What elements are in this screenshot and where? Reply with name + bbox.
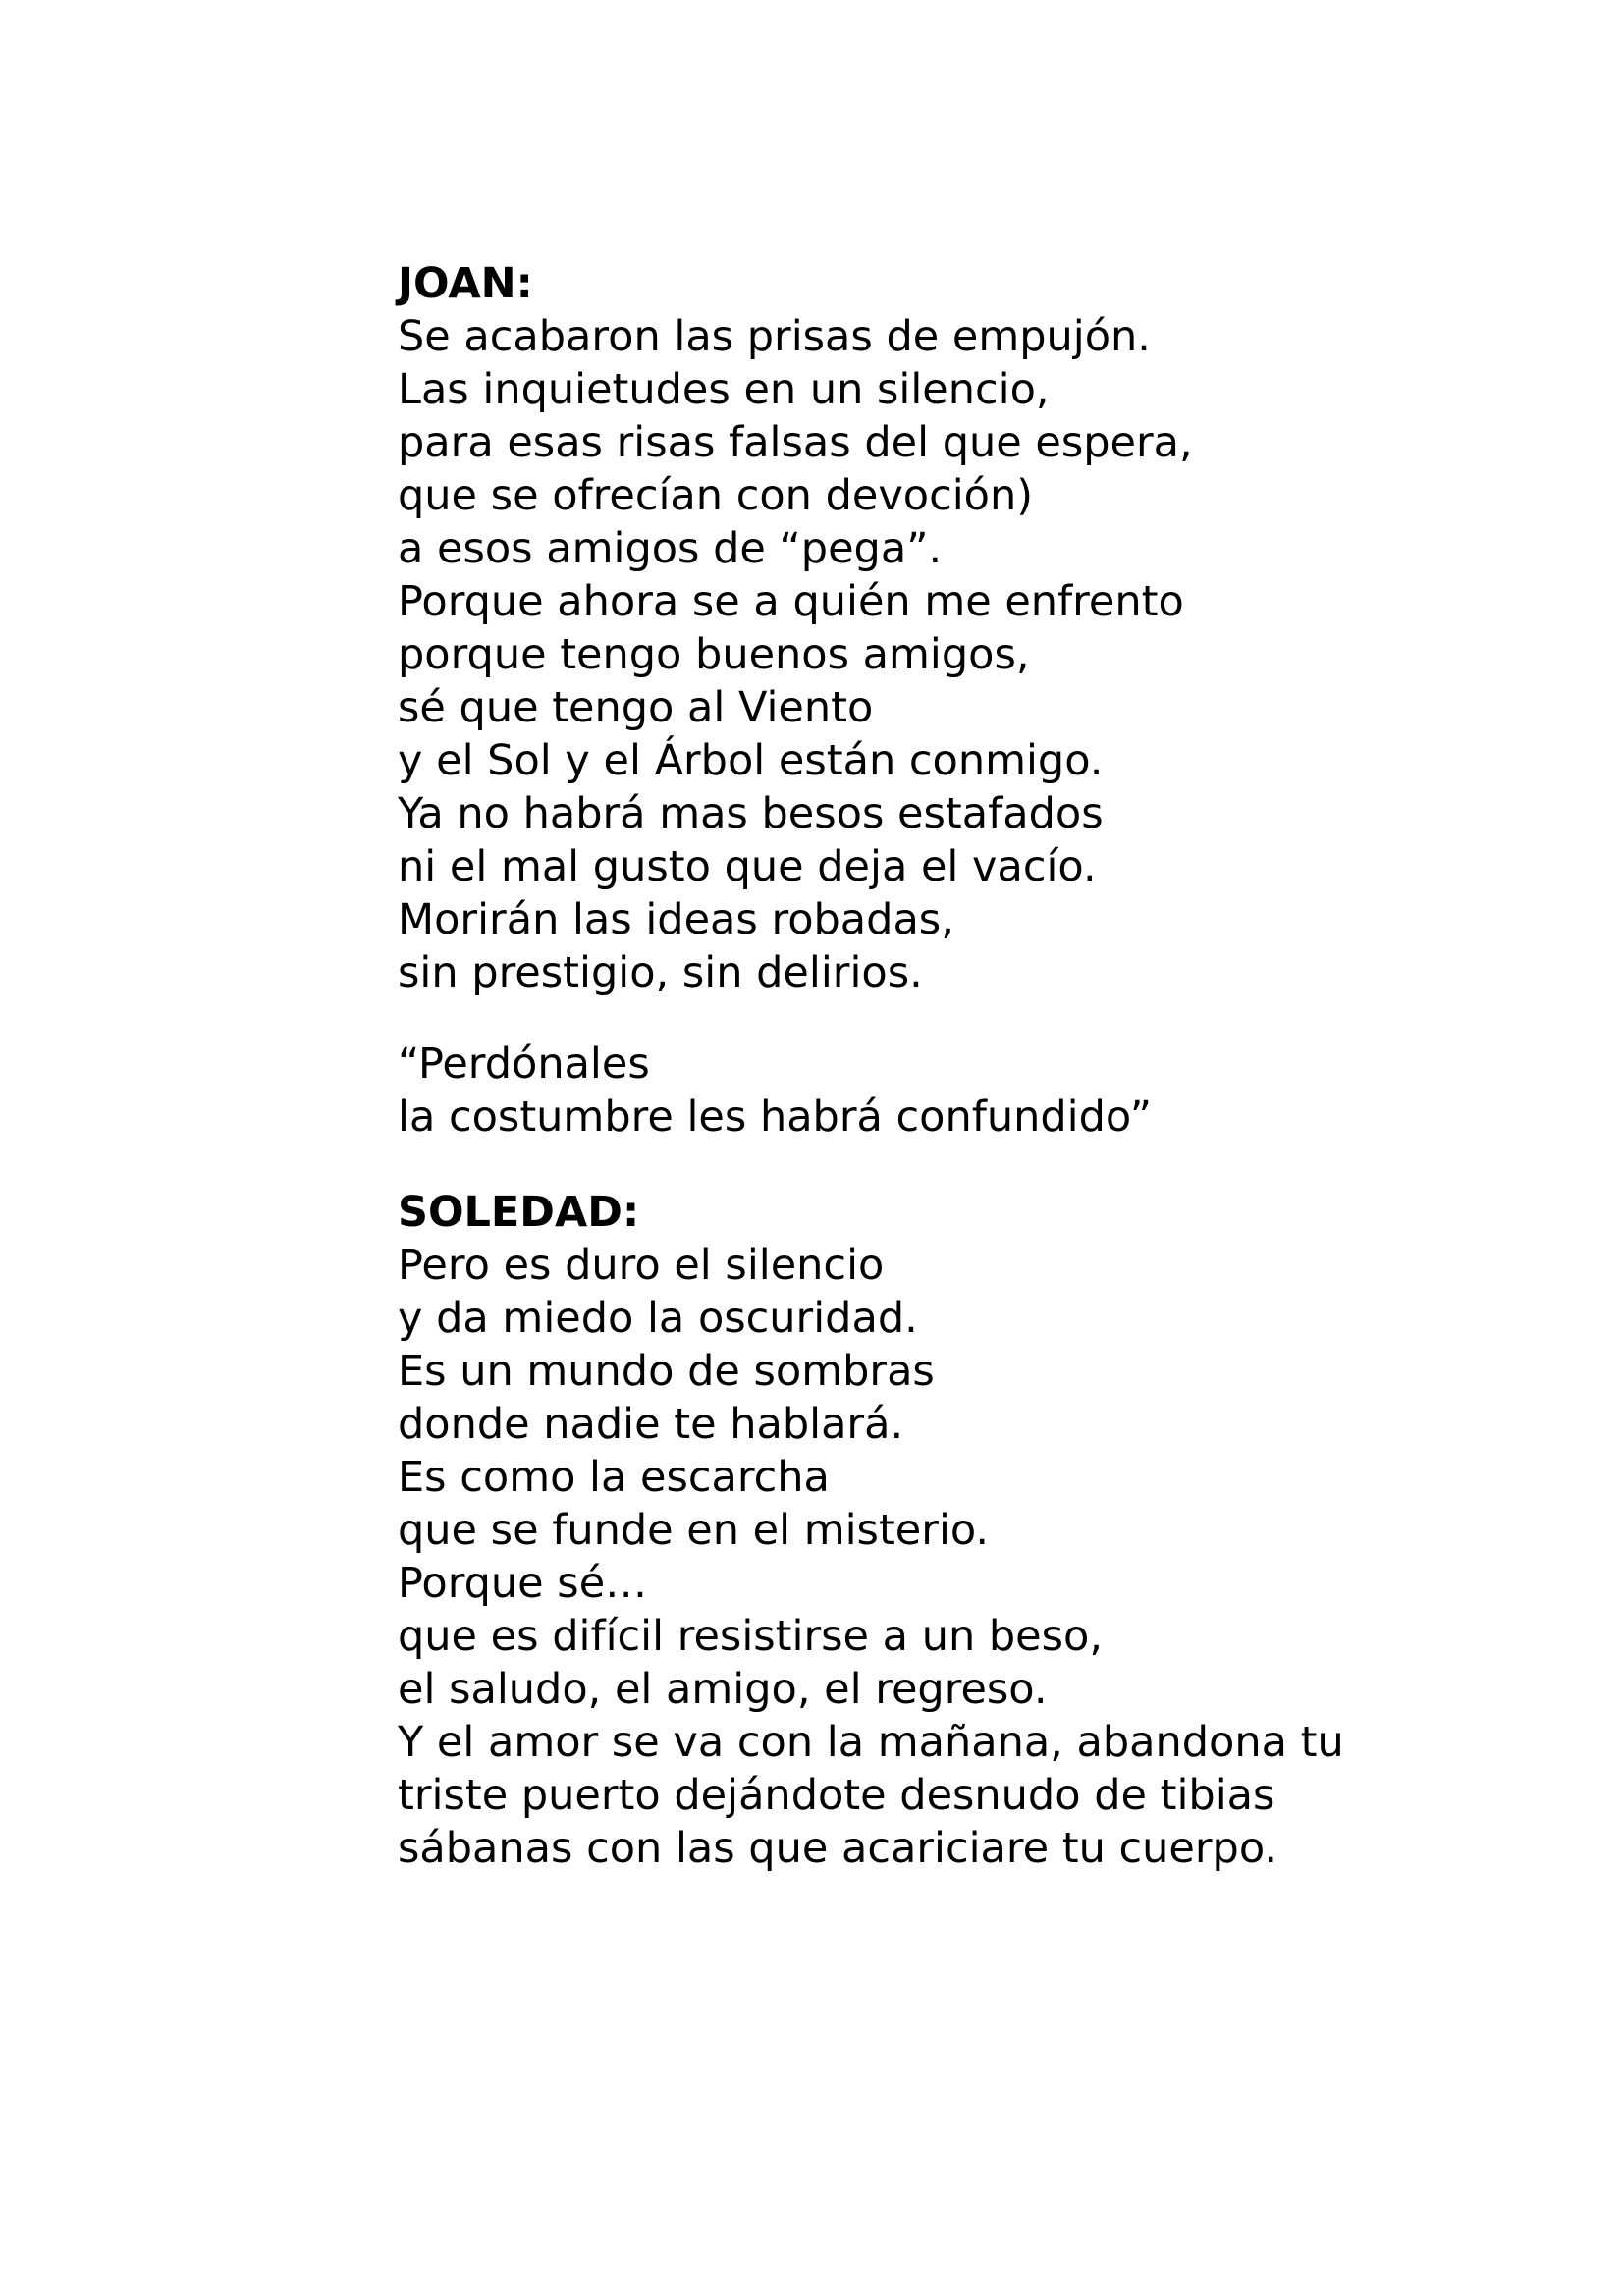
verse-line: y da miedo la oscuridad.: [398, 1294, 918, 1343]
verse-line: Ya no habrá mas besos estafados: [398, 789, 1104, 838]
verse-line: Morirán las ideas robadas,: [398, 895, 954, 944]
verse-line: Es un mundo de sombras: [398, 1347, 935, 1396]
verse-line: que se ofrecían con devoción): [398, 471, 1033, 520]
verse-line: Se acabaron las prisas de empujón.: [398, 312, 1151, 361]
verse-line: sin prestigio, sin delirios.: [398, 948, 923, 997]
verse-line: para esas risas falsas del que espera,: [398, 418, 1193, 467]
verse-line: Y el amor se va con la mañana, abandona tu: [398, 1718, 1344, 1767]
verse-line: a esos amigos de “pega”.: [398, 524, 943, 573]
verse-line: Es como la escarcha: [398, 1453, 830, 1502]
speaker-soledad: SOLEDAD:: [398, 1188, 640, 1237]
quote-line: la costumbre les habrá confundido”: [398, 1093, 1152, 1142]
verse-line: triste puerto dejándote desnudo de tibias: [398, 1771, 1275, 1820]
verse-line: ni el mal gusto que deja el vacío.: [398, 842, 1097, 891]
verse-line: donde nadie te hablará.: [398, 1400, 904, 1449]
quote-line: “Perdónales: [398, 1040, 650, 1089]
soledad-stanza: [398, 1186, 1576, 1875]
verse-line: sábanas con las que acariciare tu cuerpo.: [398, 1824, 1278, 1873]
quote-stanza: [398, 1038, 1576, 1144]
verse-line: Porque sé…: [398, 1559, 648, 1608]
joan-stanza: [398, 257, 1576, 999]
verse-line: Las inquietudes en un silencio,: [398, 365, 1050, 414]
verse-line: que es difícil resistirse a un beso,: [398, 1612, 1104, 1661]
verse-line: Porque ahora se a quién me enfrento: [398, 577, 1184, 626]
verse-line: porque tengo buenos amigos,: [398, 630, 1030, 679]
verse-line: y el Sol y el Árbol están conmigo.: [398, 736, 1104, 785]
verse-line: que se funde en el misterio.: [398, 1506, 990, 1555]
verse-line: Pero es duro el silencio: [398, 1241, 885, 1290]
verse-line: sé que tengo al Viento: [398, 683, 874, 732]
verse-line: el saludo, el amigo, el regreso.: [398, 1665, 1048, 1714]
speaker-joan: JOAN:: [398, 259, 533, 308]
